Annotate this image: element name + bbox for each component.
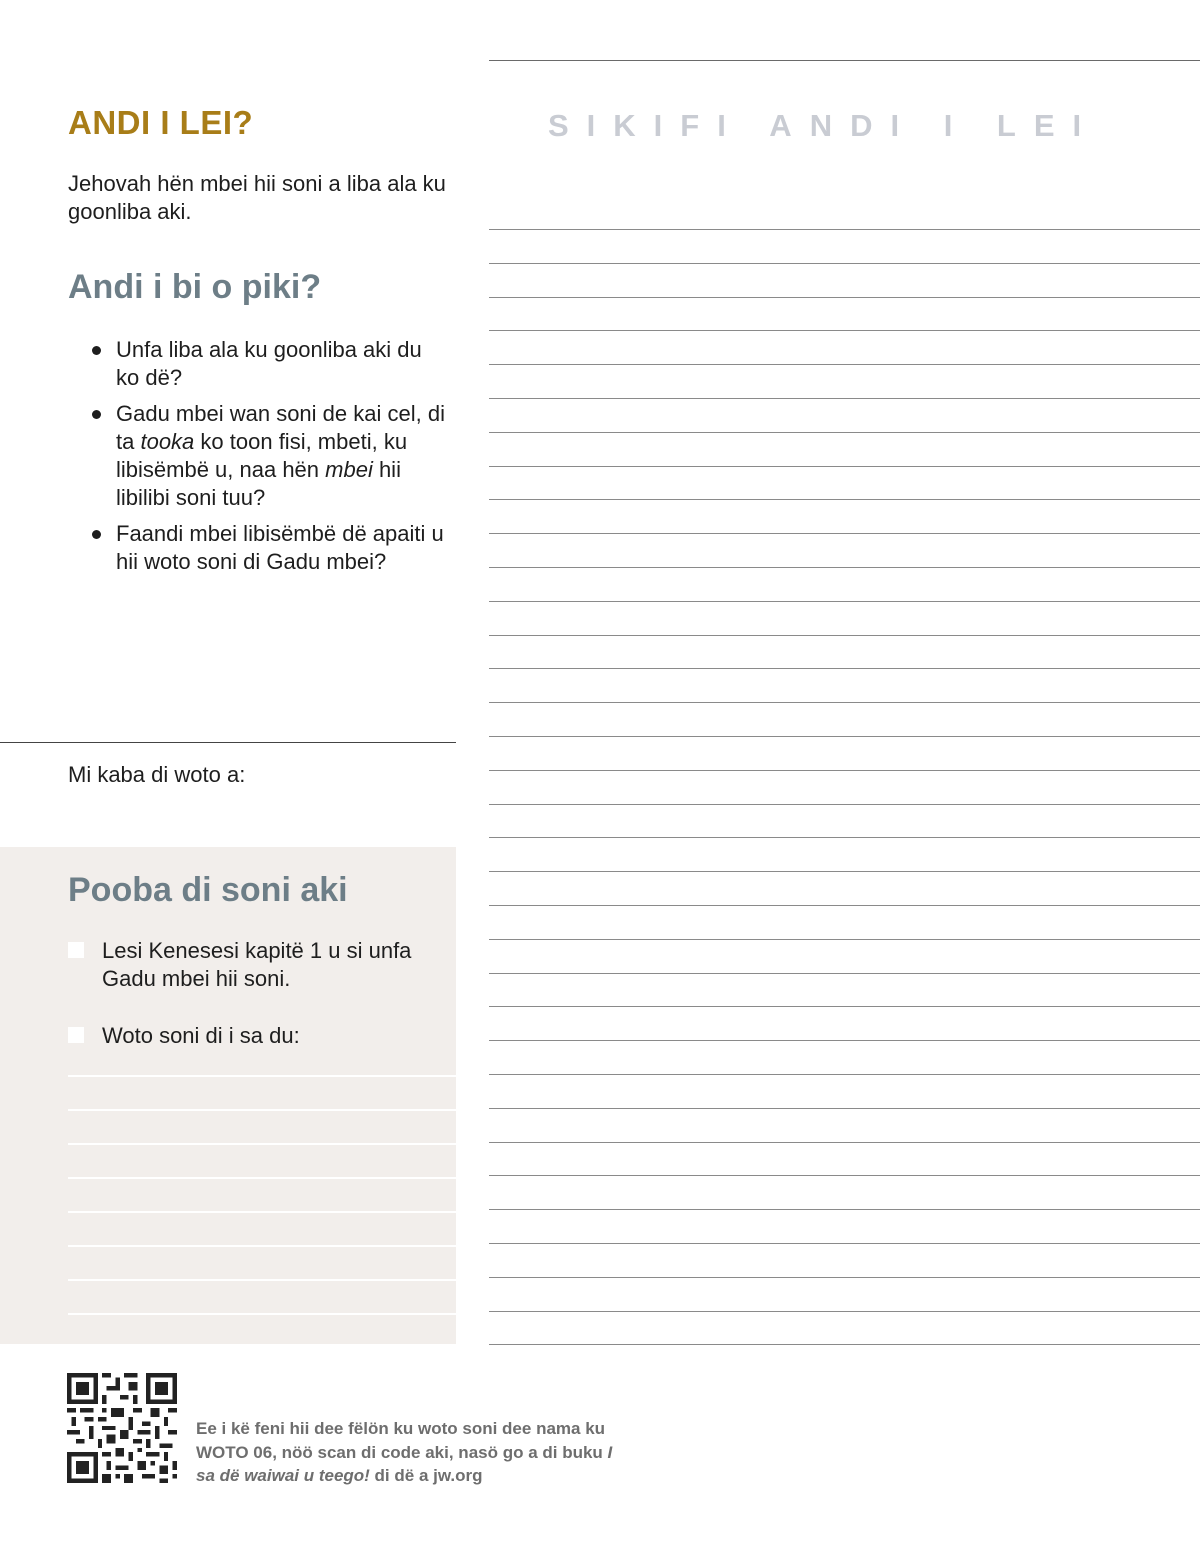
note-line[interactable] (489, 1006, 1200, 1007)
question-text-part: hii libilibi soni tuu? (116, 457, 401, 510)
question-item (90, 336, 450, 392)
note-line[interactable] (489, 668, 1200, 669)
note-line[interactable] (489, 635, 1200, 636)
writing-line[interactable] (68, 1075, 456, 1077)
question-emphasis: tooka (140, 429, 195, 454)
footer-text-part: di dë a jw.org (369, 1466, 483, 1485)
note-line[interactable] (489, 229, 1200, 230)
note-line[interactable] (489, 1344, 1200, 1345)
note-line[interactable] (489, 905, 1200, 906)
writing-line[interactable] (68, 1109, 456, 1111)
task-item (68, 1022, 438, 1050)
note-line[interactable] (489, 533, 1200, 534)
book-title: I sa dë waiwai u teego! (196, 1442, 613, 1485)
task-item (68, 937, 438, 993)
question-emphasis: mbei (325, 457, 373, 482)
bullet-icon (92, 410, 101, 419)
writing-line[interactable] (68, 1211, 456, 1213)
read-by-label: Mi kaba di woto a: (68, 762, 246, 787)
note-line[interactable] (489, 1040, 1200, 1041)
questions-list (90, 336, 450, 584)
task-label: Woto soni di i sa du: (102, 1023, 300, 1048)
action-heading: Pooba di soni aki (68, 871, 348, 909)
notes-heading: SIKIFI ANDI I LEI (548, 108, 1100, 143)
question-text: Unfa liba ala ku goonliba aki du ko dë? (116, 337, 422, 390)
note-line[interactable] (489, 297, 1200, 298)
question-item (90, 400, 450, 512)
note-line[interactable] (489, 398, 1200, 399)
note-line[interactable] (489, 1074, 1200, 1075)
checkbox[interactable] (68, 942, 84, 958)
question-text: Faandi mbei libisëmbë dë apaiti u hii woto soni di Gadu mbei? (116, 521, 444, 574)
intro-text: Jehovah hën mbei hii soni a liba ala ku goonliba aki. (68, 171, 446, 224)
note-line[interactable] (489, 770, 1200, 771)
note-line[interactable] (489, 1108, 1200, 1109)
writing-line[interactable] (68, 1313, 456, 1315)
note-line[interactable] (489, 1243, 1200, 1244)
qr-code-icon (67, 1373, 177, 1483)
note-line[interactable] (489, 736, 1200, 737)
footer-text (196, 1417, 616, 1488)
footer-text-part: Ee i kë feni hii dee fëlön ku woto soni dee nama ku WOTO 06, nöö scan di code aki, nasö go a di buku (196, 1419, 608, 1462)
bullet-icon (92, 530, 101, 539)
note-line[interactable] (489, 702, 1200, 703)
questions-heading: Andi i bi o piki? (68, 268, 322, 306)
note-line[interactable] (489, 364, 1200, 365)
writing-line[interactable] (68, 1177, 456, 1179)
checkbox[interactable] (68, 1027, 84, 1043)
writing-line[interactable] (68, 1279, 456, 1281)
question-text-part: ko toon fisi, mbeti, ku libisëmbë u, naa hën (116, 429, 408, 482)
note-line[interactable] (489, 1142, 1200, 1143)
action-panel (0, 847, 456, 1344)
note-line[interactable] (489, 1311, 1200, 1312)
note-line[interactable] (489, 939, 1200, 940)
note-line[interactable] (489, 432, 1200, 433)
note-line[interactable] (489, 499, 1200, 500)
section-divider (0, 742, 456, 743)
writing-line[interactable] (68, 1143, 456, 1145)
note-line[interactable] (489, 871, 1200, 872)
note-line[interactable] (489, 466, 1200, 467)
note-line[interactable] (489, 973, 1200, 974)
note-line[interactable] (489, 601, 1200, 602)
page-title: ANDI I LEI? (68, 104, 254, 141)
question-item (90, 520, 450, 576)
question-text-part: Gadu mbei wan soni de kai cel, di ta (116, 401, 445, 454)
note-line[interactable] (489, 804, 1200, 805)
top-rule (489, 60, 1200, 61)
note-line[interactable] (489, 1209, 1200, 1210)
note-line[interactable] (489, 263, 1200, 264)
note-line[interactable] (489, 567, 1200, 568)
writing-line[interactable] (68, 1245, 456, 1247)
bullet-icon (92, 346, 101, 355)
note-line[interactable] (489, 837, 1200, 838)
note-line[interactable] (489, 1175, 1200, 1176)
note-line[interactable] (489, 330, 1200, 331)
note-line[interactable] (489, 1277, 1200, 1278)
task-label: Lesi Kenesesi kapitë 1 u si unfa Gadu mbei hii soni. (102, 938, 412, 991)
